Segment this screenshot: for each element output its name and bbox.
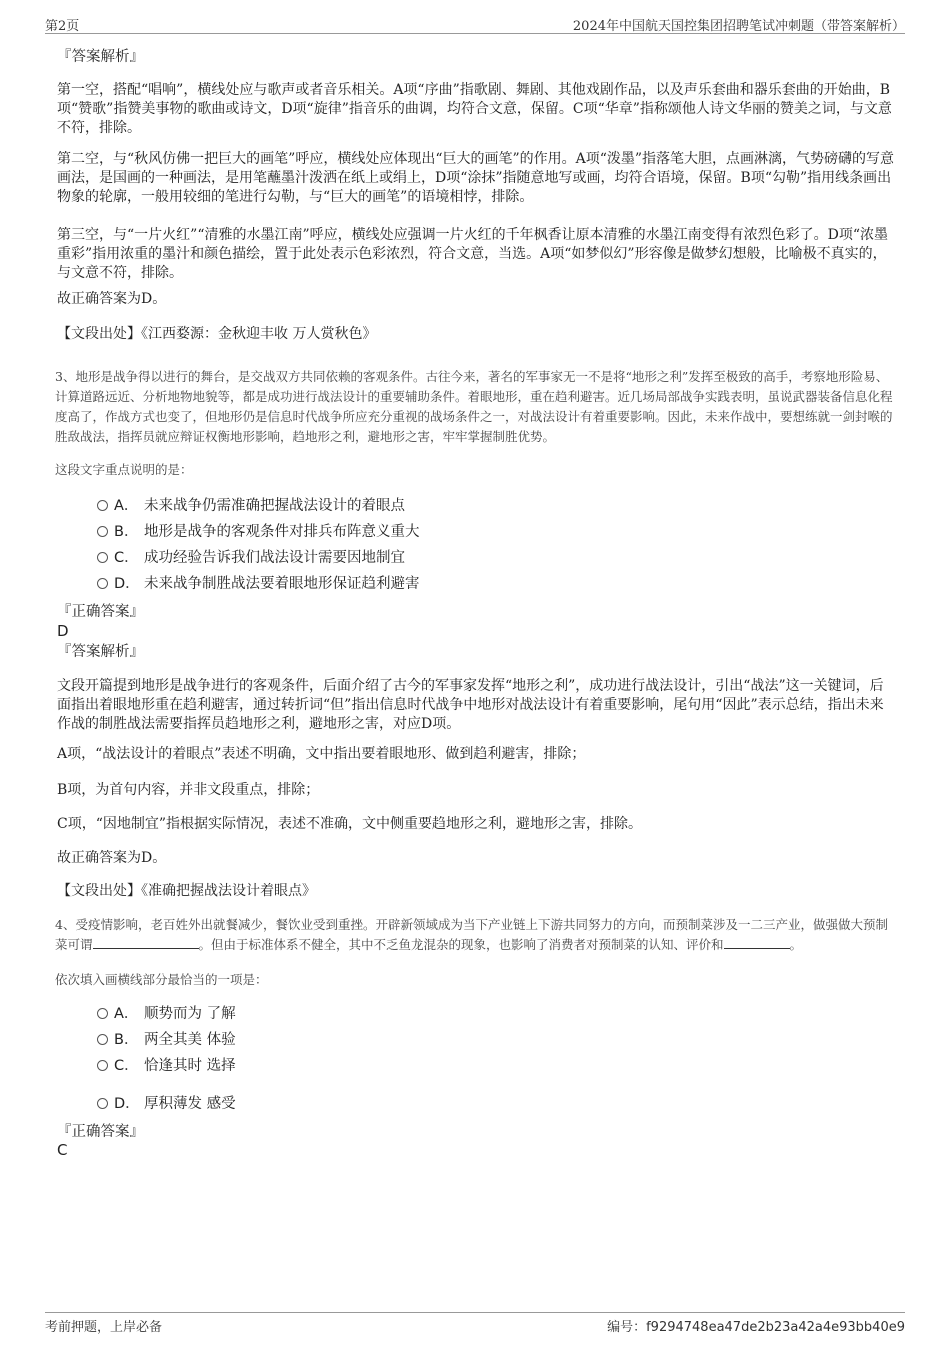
- q3-question: 这段文字重点说明的是：: [55, 462, 193, 477]
- page-number: 第2页: [45, 19, 80, 34]
- footer-note: 考前押题，上岸必备: [45, 1320, 163, 1335]
- page-footer: [45, 1312, 905, 1335]
- q3-answer: D: [57, 622, 69, 640]
- q3-option-b[interactable]: B． 地形是战争的客观条件对排兵布阵意义重大: [97, 523, 420, 542]
- q3-analysis-para1: 文段开篇提到地形是战争进行的客观条件，后面介绍了古今的军事家发挥“地形之利”，成功进行战法设计，引出“战法”这一关键词，后面指出着眼地形重在趋利避害，通过转折词“但”指出信息时代战争中地形对战法设计有着重要影响，尾句用“因此”表示总结，指出未来作战的制胜战法需要指挥员趋地形之利，避地形之害，对应D项。: [57, 678, 884, 732]
- q3-option-a[interactable]: A． 未来战争仍需准确把握战法设计的着眼点: [97, 497, 405, 516]
- q2-analysis-tag: 『答案解析』: [57, 49, 144, 65]
- q4-answer: C: [57, 1141, 68, 1159]
- q4-blank-2: [724, 936, 790, 949]
- q4-option-c[interactable]: C． 恰逢其时 选择: [97, 1057, 236, 1076]
- q2-conclusion: 故正确答案为D。: [57, 291, 167, 307]
- q3-option-d[interactable]: D． 未来战争制胜战法要着眼地形保证趋利避害: [97, 575, 420, 594]
- q3-analysis-para2: A项，“战法设计的着眼点”表述不明确，文中指出要着眼地形、做到趋利避害，排除；: [57, 746, 586, 762]
- radio-icon[interactable]: [97, 552, 108, 563]
- q3-option-c[interactable]: C． 成功经验告诉我们战法设计需要因地制宜: [97, 549, 405, 568]
- q3-analysis-tag: 『答案解析』: [57, 644, 144, 660]
- q4-option-b[interactable]: B． 两全其美 体验: [97, 1031, 236, 1050]
- q4-question: 依次填入画横线部分最恰当的一项是：: [55, 972, 268, 987]
- q4-option-a[interactable]: A． 顺势而为 了解: [97, 1005, 236, 1024]
- q2-analysis-para2: 第二空，与“秋风仿佛一把巨大的画笔”呼应，横线处应体现出“巨大的画笔”的作用。A项“泼墨”指落笔大胆，点画淋漓，气势磅礴的写意画法，是国画的一种画法，是用笔蘸墨汁泼洒在纸上或绢上，D项“涂抹”指随意地写或画，均符合语境，保留。B项“勾勒”指用线条画出物象的轮廓，一般用较细的笔进行勾勒，与“巨大的画笔”的语境相悖，排除。: [57, 151, 895, 205]
- document-code: 编号：f9294748ea47de2b23a42a4e93bb40e9: [607, 1320, 905, 1335]
- q3-source: 【文段出处】《准确把握战法设计着眼点》: [57, 883, 316, 899]
- q4-answer-tag: 『正确答案』: [57, 1124, 144, 1140]
- q3-stem: 3、地形是战争得以进行的舞台，是交战双方共同依赖的客观条件。古往今来，著名的军事家无一不是将“地形之利”发挥至极致的高手，考察地形险易、计算道路远近、分析地物地貌等，都是成功进行战法设计的重要辅助条件。着眼地形，重在趋利避害。近几场局部战争实践表明，虽说武器装备信息化程度高了，作战方式也变了，但地形仍是信息时代战争所应充分重视的战场条件之一，对战法设计有着重要影响。因此，未来作战中，要想练就一剑封喉的胜敌战法，指挥员就应辩证权衡地形影响，趋地形之利，避地形之害，牢牢掌握制胜优势。: [55, 369, 893, 444]
- q4-option-d[interactable]: D． 厚积薄发 感受: [97, 1095, 236, 1114]
- document-title: 2024年中国航天国控集团招聘笔试冲刺题（带答案解析）: [572, 19, 905, 34]
- page-header: [45, 13, 905, 34]
- q3-conclusion: 故正确答案为D。: [57, 850, 167, 866]
- radio-icon[interactable]: [97, 500, 108, 511]
- radio-icon[interactable]: [97, 1008, 108, 1019]
- q3-answer-tag: 『正确答案』: [57, 604, 144, 620]
- q3-analysis-para4: C项，“因地制宜”指根据实际情况，表述不准确，文中侧重要趋地形之利，避地形之害，排除。: [57, 816, 643, 832]
- q2-analysis-para1: 第一空，搭配“唱响”，横线处应与歌声或者音乐相关。A项“序曲”指歌剧、舞剧、其他戏剧作品，以及声乐套曲和器乐套曲的开始曲，B项“赞歌”指赞美事物的歌曲或诗文，D项“旋律”指音乐的曲调，均符合文意，保留。C项“华章”指称颂他人诗文华丽的赞美之词，与文意不符，排除。: [57, 82, 892, 136]
- radio-icon[interactable]: [97, 1098, 108, 1109]
- q2-analysis-para3: 第三空，与“一片火红”“清雅的水墨江南”呼应，横线处应强调一片火红的千年枫香让原本清雅的水墨江南变得有浓烈色彩了。D项“浓墨重彩”指用浓重的墨汁和颜色描绘，置于此处表示色彩浓烈，符合文意，当选。A项“如梦似幻”形容像是做梦幻想般，比喻极不真实的，与文意不符，排除。: [57, 227, 889, 281]
- q4-blank-1: [93, 936, 199, 949]
- radio-icon[interactable]: [97, 1034, 108, 1045]
- radio-icon[interactable]: [97, 526, 108, 537]
- q4-stem: 4、受疫情影响，老百姓外出就餐减少，餐饮业受到重挫。开辟新领域成为当下产业链上下游共同努力的方向，而预制菜涉及一二三产业，做强做大预制菜可谓 。但由于标准体系不健全，其中不乏鱼龙混杂的现象，也影响了消费者对预制菜的认知、评价和 。: [55, 917, 888, 952]
- radio-icon[interactable]: [97, 1060, 108, 1071]
- q2-source: 【文段出处】《江西婺源：金秋迎丰收 万人赏秋色》: [57, 326, 377, 342]
- radio-icon[interactable]: [97, 578, 108, 589]
- q3-analysis-para3: B项，为首句内容，并非文段重点，排除；: [57, 782, 320, 798]
